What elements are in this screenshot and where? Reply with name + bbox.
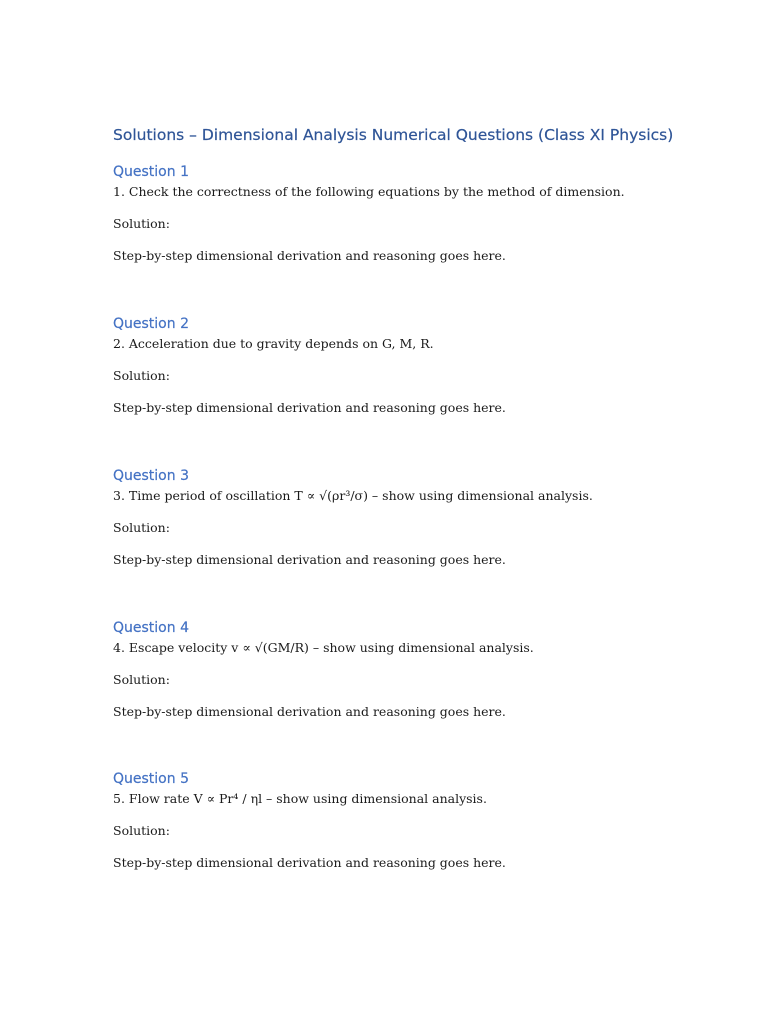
solution-label: Solution: [113,216,170,231]
question-heading: Question 2 [113,316,189,332]
solution-body: Step-by-step dimensional derivation and reasoning goes here. [113,552,506,567]
solution-label: Solution: [113,368,170,383]
question-heading: Question 4 [113,620,189,636]
question-heading: Question 1 [113,164,189,180]
question-heading: Question 3 [113,468,189,484]
solution-label: Solution: [113,520,170,535]
question-text: 3. Time period of oscillation T ∝ √(ρr³/σ) – show using dimensional analysis. [113,488,593,503]
document-title: Solutions – Dimensional Analysis Numerical Questions (Class XI Physics) [113,126,674,144]
question-section-2 [113,314,693,416]
question-heading: Question 5 [113,771,189,787]
solution-body: Step-by-step dimensional derivation and reasoning goes here. [113,248,506,263]
question-section-4 [113,618,693,720]
question-text: 2. Acceleration due to gravity depends on G, M, R. [113,336,434,351]
solution-body: Step-by-step dimensional derivation and reasoning goes here. [113,704,506,719]
document-content [113,122,693,870]
solution-label: Solution: [113,823,170,838]
question-text: 5. Flow rate V ∝ Pr⁴ / ηl – show using dimensional analysis. [113,791,487,806]
question-section-3 [113,466,693,568]
question-text: 4. Escape velocity v ∝ √(GM/R) – show using dimensional analysis. [113,640,534,655]
solution-label: Solution: [113,672,170,687]
solution-body: Step-by-step dimensional derivation and reasoning goes here. [113,855,506,870]
solution-body: Step-by-step dimensional derivation and reasoning goes here. [113,400,506,415]
question-text: 1. Check the correctness of the following equations by the method of dimension. [113,184,625,199]
question-section-5 [113,769,693,871]
question-section-1 [113,162,693,264]
